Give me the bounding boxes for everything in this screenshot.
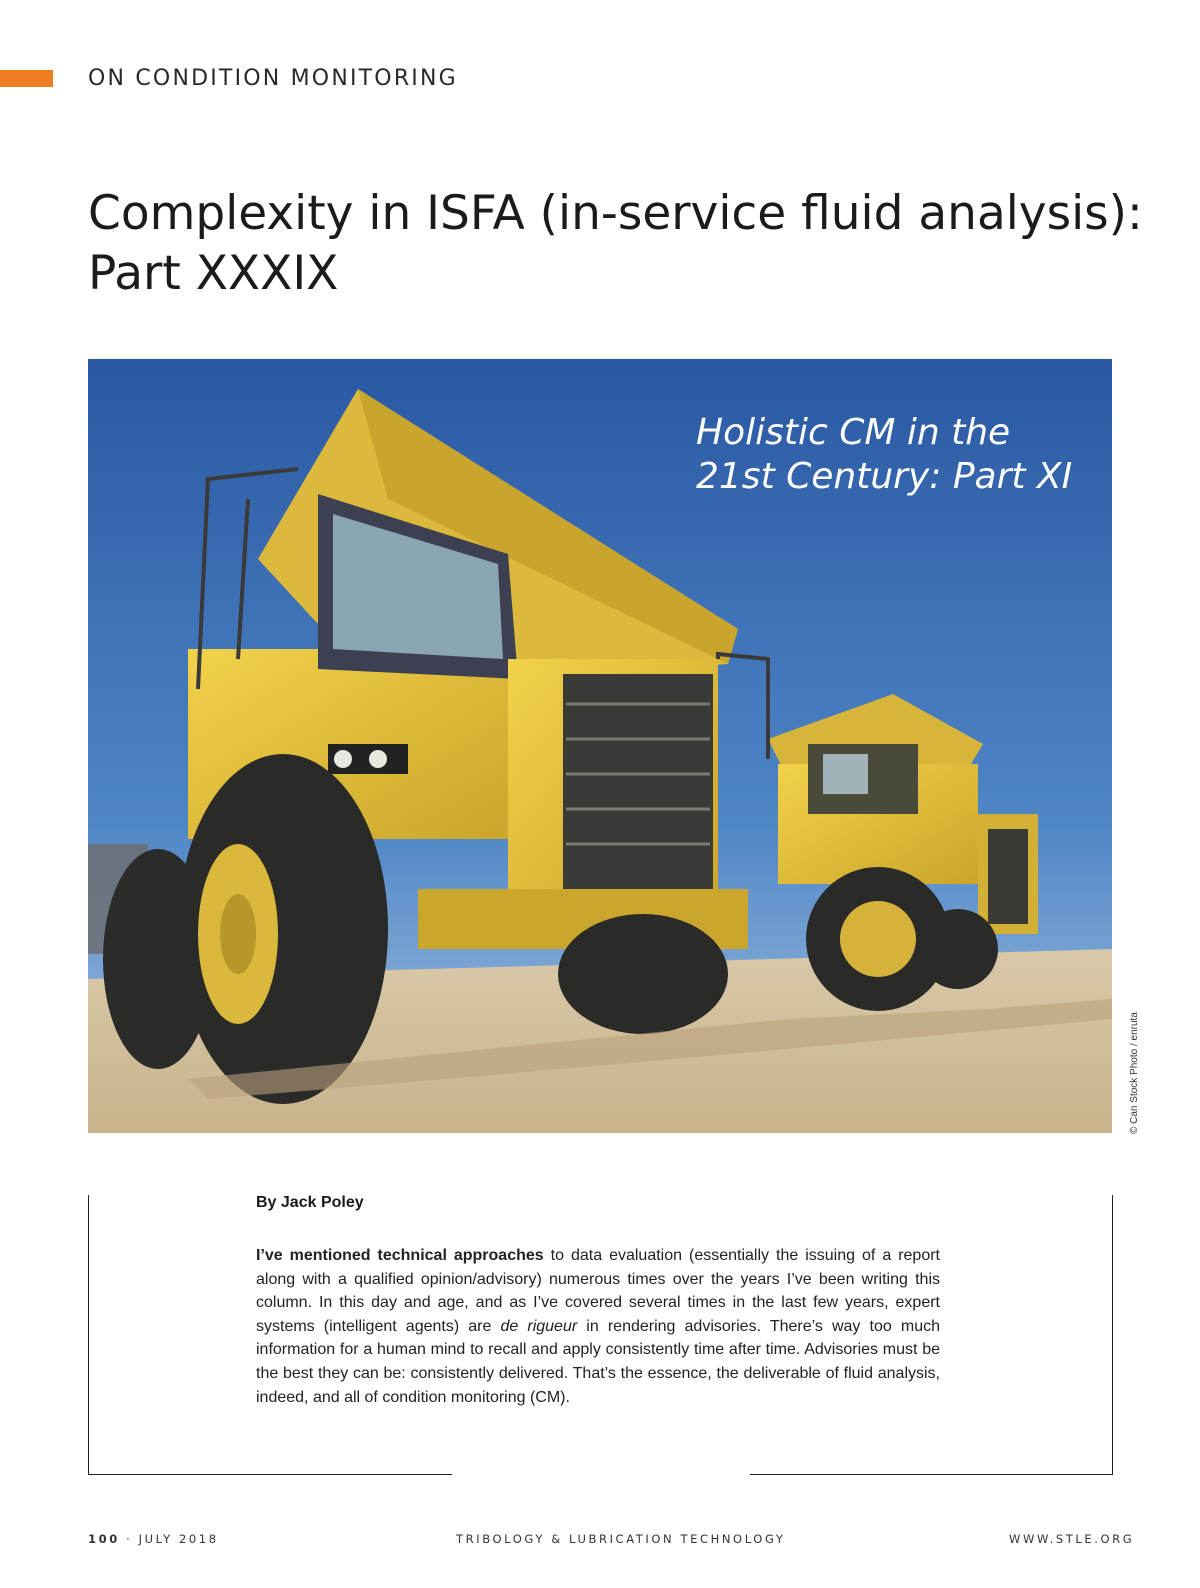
hero-caption-line-1: Holistic CM in the [696, 412, 1011, 453]
section-accent-bar [0, 70, 53, 87]
article-headline [88, 184, 1148, 304]
photo-credit: © Can Stock Photo / enruta [1129, 1012, 1140, 1134]
lead-in-bold: I’ve mentioned technical approaches [256, 1247, 544, 1264]
author-byline: By Jack Poley [256, 1194, 364, 1211]
footer-separator: · [126, 1532, 133, 1546]
article-frame-bottom-right [750, 1474, 1113, 1475]
section-label: ON CONDITION MONITORING [88, 66, 458, 91]
headline-line-1: Complexity in ISFA (in-service fluid analysis): [88, 186, 1143, 241]
issue-date: JULY 2018 [138, 1532, 219, 1546]
website-link[interactable]: WWW.STLE.ORG [1009, 1532, 1135, 1546]
article-body-paragraph [256, 1244, 940, 1409]
article-frame-right [1112, 1195, 1113, 1475]
body-italic-term: de rigueur [500, 1317, 578, 1335]
footer-page-info [88, 1532, 219, 1546]
article-frame-left [88, 1195, 89, 1475]
body-text-part-1: to data evaluation (essentially the issuing of a report along with a qualified opinion/advisory) numerous times over the years I’ve been writing this column. In this day and age, and as I’ve covered several times in the last few years, expert systems (intelligent agents) are [256, 1247, 940, 1335]
body-text-part-2: in rendering advisories. There’s way too much information for a human mind to recall and apply consistently time after time. Advisories must be the best they can be: consistently delivered. That’s the essence, the deliverable of fluid analysis, indeed, and all of condition monitoring (CM). [256, 1317, 940, 1406]
hero-photo [88, 359, 1112, 1133]
page-number: 100 [88, 1532, 120, 1546]
headline-line-2: Part XXXIX [88, 246, 339, 301]
hero-caption [696, 411, 1072, 499]
article-frame-bottom-left [88, 1474, 452, 1475]
publication-name: TRIBOLOGY & LUBRICATION TECHNOLOGY [456, 1532, 786, 1546]
hero-caption-line-2: 21st Century: Part XI [696, 456, 1073, 497]
